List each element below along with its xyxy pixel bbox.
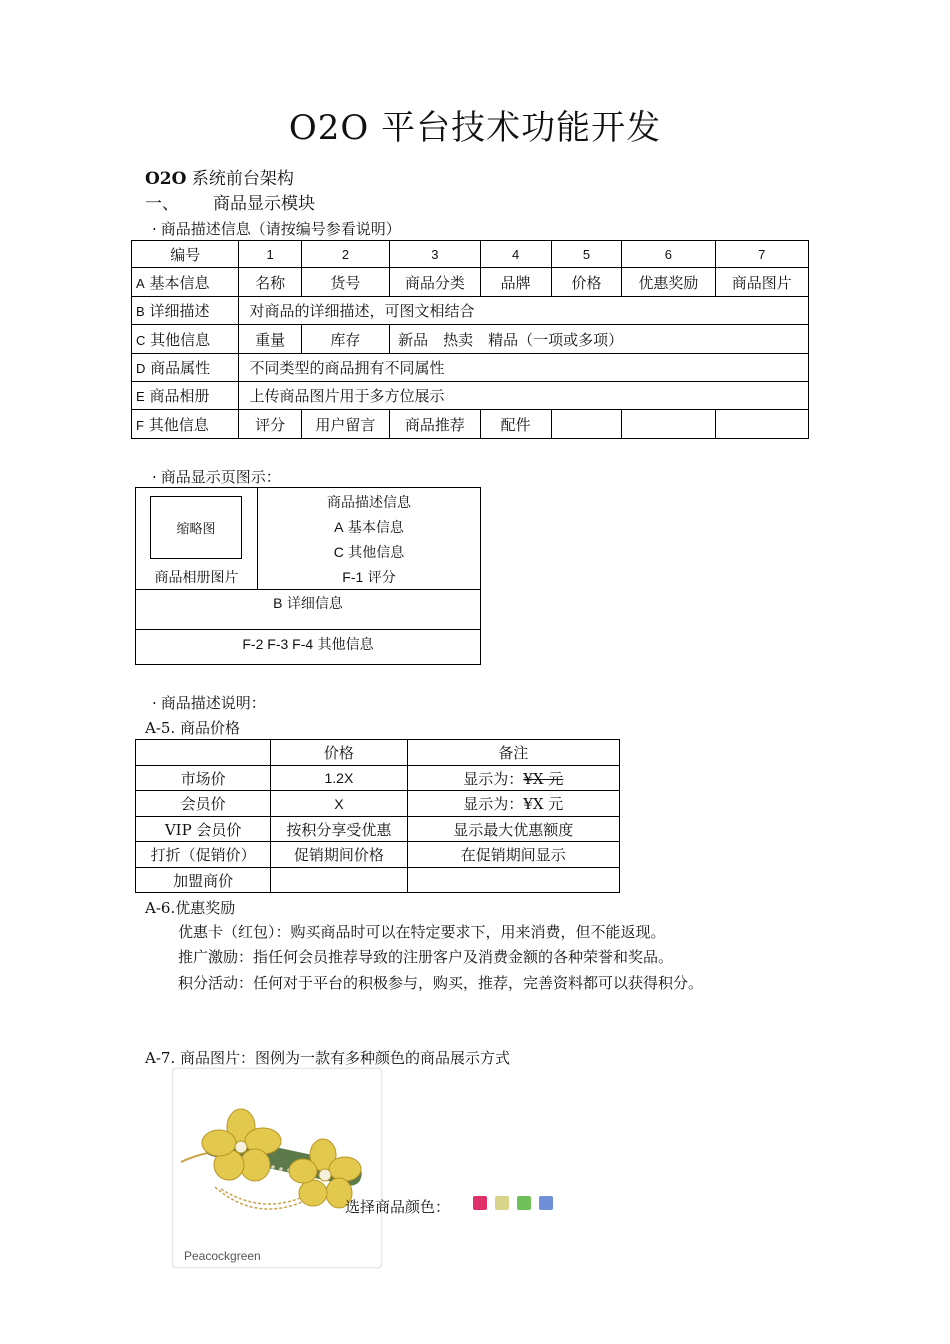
table-header-row [132, 241, 809, 268]
row-label: D 商品属性 [132, 354, 239, 382]
table-row [132, 410, 809, 439]
table-cell: 显示为：¥X 元 [407, 791, 619, 817]
row-label: C 其他信息 [132, 325, 239, 354]
table-cell: 商品推荐 [390, 410, 480, 439]
table-cell: 价格 [551, 268, 621, 297]
table-cell: 商品分类 [390, 268, 480, 297]
header-cell: 5 [551, 241, 621, 268]
table-row [136, 868, 620, 893]
color-swatch-pink[interactable] [473, 1196, 487, 1210]
header-cell [136, 740, 271, 766]
table-cell: 在促销期间显示 [407, 842, 619, 868]
info-line: F-1 评分 [342, 569, 396, 586]
info-line: 商品描述信息 [327, 495, 411, 511]
header-cell: 4 [480, 241, 551, 268]
table-cell: 货号 [301, 268, 389, 297]
table-cell: 上传商品图片用于多方位展示 [239, 382, 809, 410]
divider [136, 629, 480, 630]
color-swatch-green[interactable] [517, 1196, 531, 1210]
a6-item: 优惠卡（红包）：购买商品时可以在特定要求下，用来消费，但不能返现。 [178, 923, 666, 941]
color-select-label: 选择商品颜色： [345, 1198, 451, 1216]
table-cell: 会员价 [136, 791, 271, 817]
table-cell: 重量 [239, 325, 301, 354]
table-cell: 1.2X [271, 766, 407, 791]
header-cell: 6 [622, 241, 715, 268]
table-cell: 打折（促销价） [136, 842, 271, 868]
header-cell: 2 [301, 241, 389, 268]
table-row [136, 766, 620, 791]
table-row [132, 297, 809, 325]
table-cell: 促销期间价格 [271, 842, 407, 868]
table-row [132, 268, 809, 297]
a6-label: A-6.优惠奖励 [145, 899, 236, 917]
product-photo [172, 1068, 382, 1268]
table-row [136, 791, 620, 817]
table-cell [622, 410, 715, 439]
info-line: C 其他信息 [333, 544, 405, 561]
a5-label: A-5. 商品价格 [145, 719, 240, 737]
price-table [135, 739, 620, 893]
header-cell: 价格 [271, 740, 407, 766]
color-swatch-blue[interactable] [539, 1196, 553, 1210]
header-cell: 3 [390, 241, 480, 268]
table-cell [271, 868, 407, 893]
table-header-row [136, 740, 620, 766]
album-label: 商品相册图片 [154, 570, 239, 586]
table-cell: 不同类型的商品拥有不同属性 [239, 354, 809, 382]
table-cell: 市场价 [136, 766, 271, 791]
table-cell: 用户留言 [301, 410, 389, 439]
divider [136, 589, 480, 590]
table-row [132, 382, 809, 410]
table-cell: 显示最大优惠额度 [407, 817, 619, 842]
a6-item: 推广激励：指任何会员推荐导致的注册客户及消费金额的各种荣誉和奖品。 [178, 948, 674, 966]
table-cell [551, 410, 621, 439]
table-cell: 配件 [480, 410, 551, 439]
header-cell: 7 [715, 241, 808, 268]
table-cell: VIP 会员价 [136, 817, 271, 842]
table-cell: 名称 [239, 268, 301, 297]
thumbnail-box [150, 496, 242, 559]
table-cell: 库存 [301, 325, 389, 354]
product-info-table [131, 240, 809, 439]
table-cell: 加盟商价 [136, 868, 271, 893]
table-row [132, 354, 809, 382]
table-cell: 对商品的详细描述，可图文相结合 [239, 297, 809, 325]
a6-item: 积分活动：任何对于平台的积极参与，购买，推荐，完善资料都可以获得积分。 [178, 974, 704, 992]
section-heading: O2O 系统前台架构 [145, 169, 294, 189]
row-label: B 详细描述 [132, 297, 239, 325]
bullet-product-info: · 商品描述信息（请按编号参看说明） [152, 218, 401, 239]
row-label: A 基本信息 [132, 268, 239, 297]
a7-label: A-7. 商品图片：图例为一款有多种颜色的商品展示方式 [145, 1049, 510, 1067]
header-cell: 编号 [132, 241, 239, 268]
table-cell: 新品 热卖 精品（一项或多项） [390, 325, 809, 354]
table-cell: 按积分享受优惠 [271, 817, 407, 842]
table-cell [407, 868, 619, 893]
table-cell: 商品图片 [715, 268, 808, 297]
display-page-diagram [135, 487, 481, 665]
other-label: F-2 F-3 F-4 其他信息 [242, 636, 374, 653]
row-label: F 其他信息 [132, 410, 239, 439]
table-cell: X [271, 791, 407, 817]
header-cell: 备注 [407, 740, 619, 766]
table-row [132, 325, 809, 354]
table-row [136, 842, 620, 868]
thumbnail-label: 缩略图 [176, 522, 216, 537]
table-cell [715, 410, 808, 439]
table-cell: 品牌 [480, 268, 551, 297]
table-cell: 评分 [239, 410, 301, 439]
table-row [136, 817, 620, 842]
subsection-heading: 一、 商品显示模块 [145, 194, 315, 214]
table-cell: 优惠奖励 [622, 268, 715, 297]
color-swatch-yellow[interactable] [495, 1196, 509, 1210]
hair-clip-image [173, 1069, 381, 1267]
bullet-display-page: · 商品显示页图示： [152, 466, 281, 487]
detail-label: B 详细信息 [273, 595, 343, 612]
row-label: E 商品相册 [132, 382, 239, 410]
page-title: O2O 平台技术功能开发 [288, 108, 662, 148]
photo-caption: Peacockgreen [184, 1249, 261, 1263]
info-line: A 基本信息 [334, 519, 404, 536]
bullet-description: · 商品描述说明： [152, 692, 266, 713]
table-cell: 显示为：¥X 元 [407, 766, 619, 791]
header-cell: 1 [239, 241, 301, 268]
